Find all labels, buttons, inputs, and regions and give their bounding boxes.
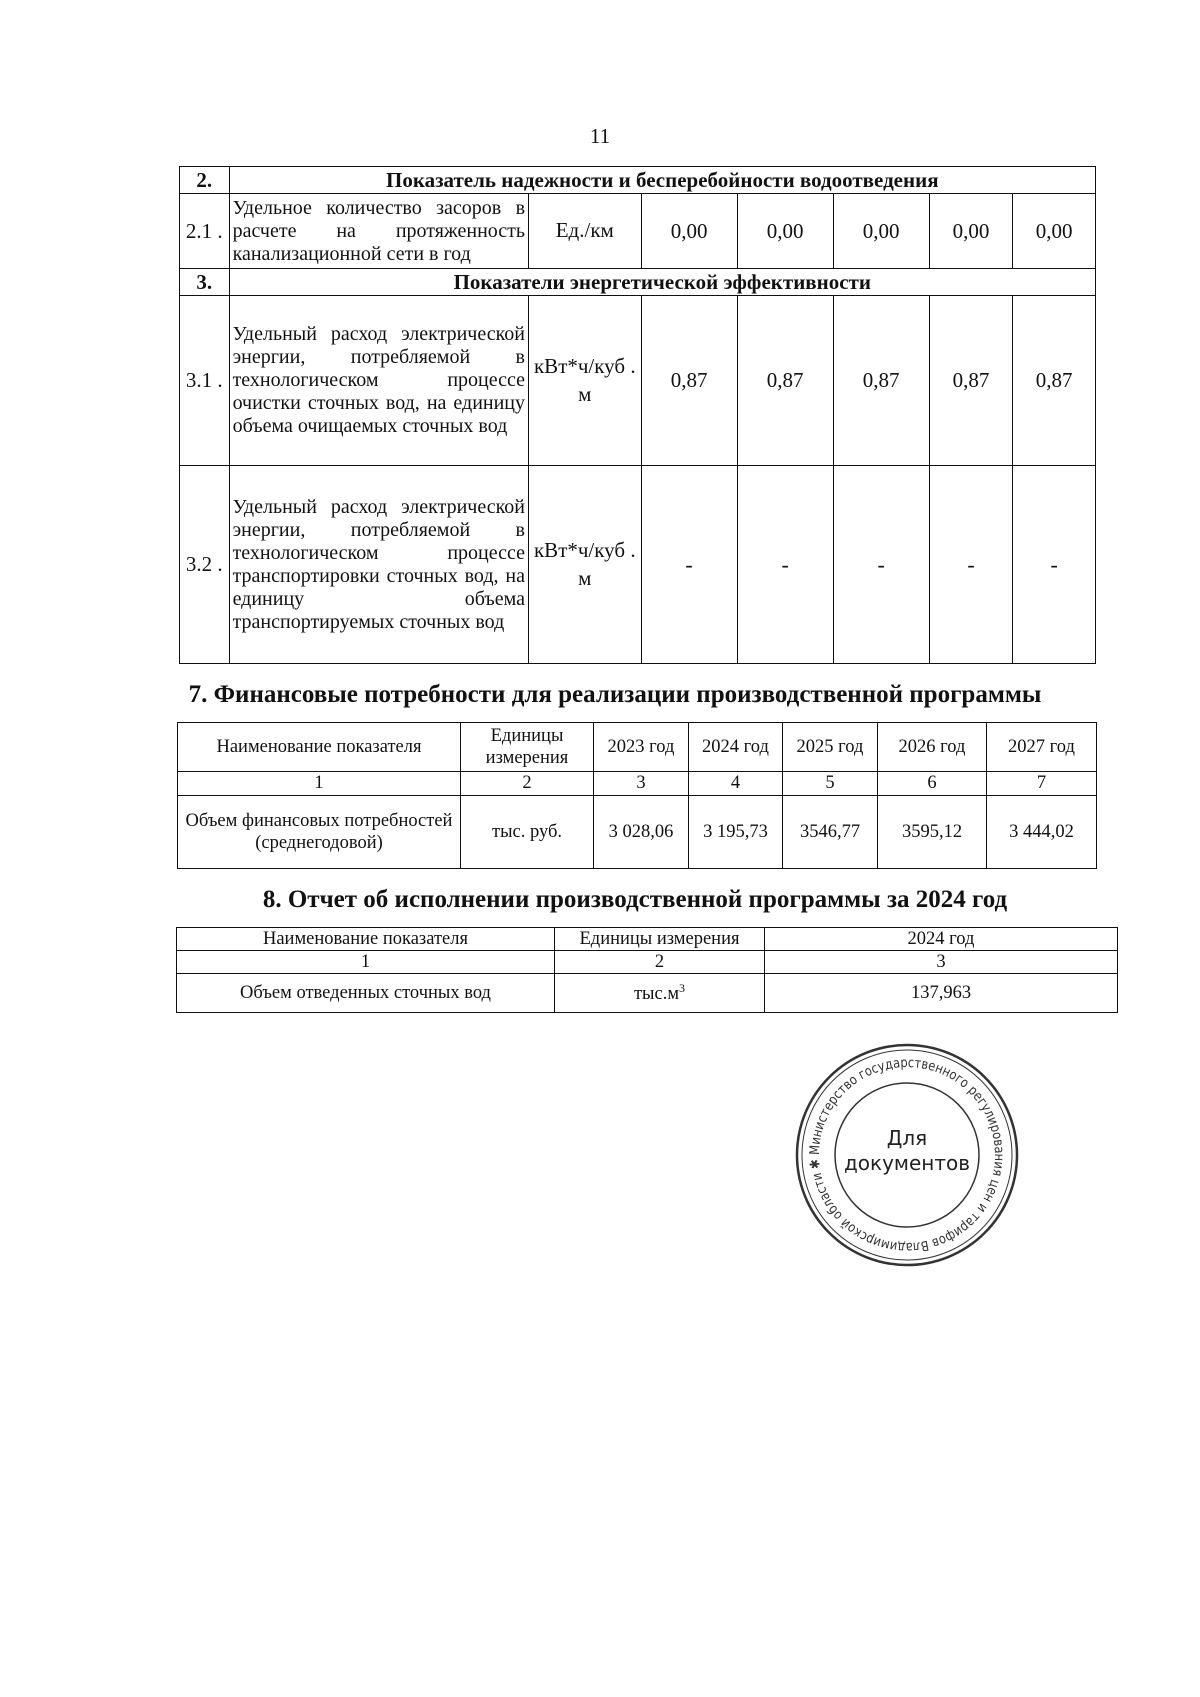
index-cell: 6 [878, 772, 987, 796]
column-header: Наименование показателя [178, 723, 461, 772]
column-header: 2026 год [878, 723, 987, 772]
section-title: Показатель надежности и бесперебойности водоотведения [229, 167, 1095, 194]
value-cell: 137,963 [765, 974, 1118, 1013]
index-cell: 4 [689, 772, 783, 796]
unit-cell: кВт*ч/куб . м [529, 466, 642, 664]
section-8-heading: 8. Отчет об исполнении производственной программы за 2024 год [262, 886, 1008, 913]
value-cell: 0,00 [737, 194, 833, 269]
value-cell: 3595,12 [878, 796, 987, 869]
unit-cell [555, 974, 765, 1013]
column-header: 2024 год [765, 928, 1118, 951]
indicators-table [179, 166, 1096, 664]
index-row [178, 772, 1097, 796]
value-cell: 0,87 [737, 296, 833, 466]
section-2-header-row [180, 167, 1096, 194]
unit-cell: Ед./км [529, 194, 642, 269]
column-header: 2024 год [689, 723, 783, 772]
stamp-line-1: Для [886, 1126, 928, 1150]
indicator-description: Удельный расход электрической энергии, потребляемой в технологическом процессе очистки сточных вод, на единицу объема очищаемых сточных вод [229, 296, 528, 466]
value-cell: 0,87 [641, 296, 737, 466]
value-cell: - [833, 466, 929, 664]
table-row [180, 466, 1096, 664]
column-header: Единицы измерения [461, 723, 594, 772]
index-cell: 1 [178, 772, 461, 796]
financial-needs-table [177, 722, 1097, 869]
header-row [177, 928, 1118, 951]
value-cell: 0,00 [1013, 194, 1096, 269]
value-cell: - [641, 466, 737, 664]
stamp-line-2: документов [843, 1151, 971, 1175]
table-row [180, 296, 1096, 466]
index-cell: 5 [783, 772, 878, 796]
value-cell: - [1013, 466, 1096, 664]
indicator-name: Объем отведенных сточных вод [177, 974, 555, 1013]
official-stamp [792, 1040, 1022, 1270]
row-number: 2.1 . [180, 194, 230, 269]
value-cell: 3 195,73 [689, 796, 783, 869]
indicator-name: Объем финансовых потребностей (среднегодовой) [178, 796, 461, 869]
value-cell: 3 028,06 [594, 796, 689, 869]
column-header: Наименование показателя [177, 928, 555, 951]
index-cell: 1 [177, 951, 555, 974]
index-cell: 2 [555, 951, 765, 974]
value-cell: - [737, 466, 833, 664]
row-number: 3.2 . [180, 466, 230, 664]
value-cell: 0,87 [929, 296, 1013, 466]
index-cell: 3 [765, 951, 1118, 974]
unit-cell: кВт*ч/куб . м [529, 296, 642, 466]
column-header: 2025 год [783, 723, 878, 772]
value-cell: 3 444,02 [987, 796, 1097, 869]
unit-exponent: 3 [679, 980, 686, 995]
row-number: 3.1 . [180, 296, 230, 466]
table-row [177, 974, 1118, 1013]
section-3-header-row [180, 269, 1096, 296]
unit-cell: тыс. руб. [461, 796, 594, 869]
column-header: 2023 год [594, 723, 689, 772]
column-header: Единицы измерения [555, 928, 765, 951]
indicator-description: Удельное количество засоров в расчете на протяженность канализационной сети в год [229, 194, 528, 269]
stamp-ring-text: Министерство государственного регулирования цен и тарифов Владимирской области ✱ [806, 1054, 1008, 1256]
value-cell: 0,00 [833, 194, 929, 269]
value-cell: 0,00 [641, 194, 737, 269]
value-cell: 0,87 [833, 296, 929, 466]
section-title: Показатели энергетической эффективности [229, 269, 1095, 296]
header-row [178, 723, 1097, 772]
page-number: 11 [589, 124, 611, 148]
value-cell: - [929, 466, 1013, 664]
column-header: 2027 год [987, 723, 1097, 772]
index-row [177, 951, 1118, 974]
index-cell: 3 [594, 772, 689, 796]
execution-report-table [176, 927, 1118, 1013]
section-number: 2. [180, 167, 230, 194]
unit-text: тыс.м [633, 984, 680, 1005]
value-cell: 0,00 [929, 194, 1013, 269]
value-cell: 3546,77 [783, 796, 878, 869]
table-row [178, 796, 1097, 869]
section-number: 3. [180, 269, 230, 296]
table-row [180, 194, 1096, 269]
section-7-heading: 7. Финансовые потребности для реализации производственной программы [188, 681, 1042, 708]
index-cell: 7 [987, 772, 1097, 796]
index-cell: 2 [461, 772, 594, 796]
stamp-center-text [792, 1126, 1022, 1176]
indicator-description: Удельный расход электрической энергии, потребляемой в технологическом процессе транспортировки сточных вод, на единицу объема транспортируемых сточных вод [229, 466, 528, 664]
value-cell: 0,87 [1013, 296, 1096, 466]
